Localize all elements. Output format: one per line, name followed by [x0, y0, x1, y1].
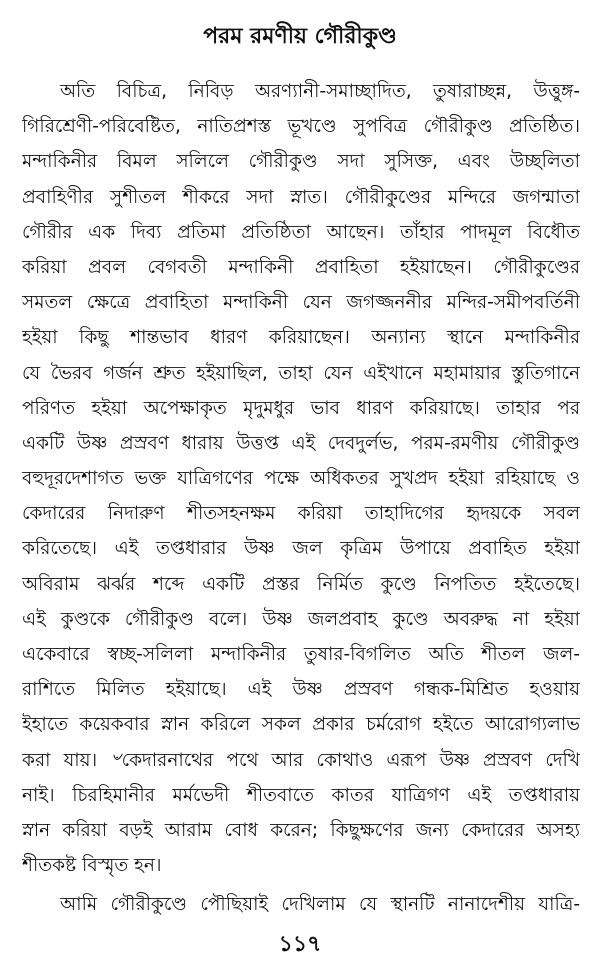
text-line: গৌরীর এক দিব্য প্রতিমা প্রতিষ্ঠিতা আছেন। তাঁহার পাদমূল বিধৌত: [22, 221, 580, 243]
paragraph-1: [22, 74, 580, 883]
text-line: রাশিতে মিলিত হইয়াছে। এই উষ্ণ প্রস্রবণ গন্ধক-মিশ্রিত হওয়ায়: [22, 679, 580, 701]
chapter-title: পরম রমণীয় গৌরীকুণ্ড: [203, 24, 397, 49]
text-line: আমি গৌরীকুণ্ডে পৌছিয়াই দেখিলাম যে স্থানটি নানাদেশীয় যাত্রি-: [60, 894, 580, 916]
text-line: নাই। চিরহিমানীর মর্মভেদী শীতবাতে কাতর যাত্রিগণ এই তপ্তধারায়: [22, 784, 580, 806]
text-line: যে ভৈরব গর্জন শ্রুত হইয়াছিল, তাহা যেন এইখানে মহামায়ার স্তুতিগানে: [22, 362, 580, 384]
text-line: অতি বিচিত্র, নিবিড় অরণ্যানী-সমাচ্ছাদিত, তুষারাচ্ছন্ন, উত্তুঙ্গ-: [60, 81, 580, 102]
paragraph-2: [22, 887, 580, 922]
text-line: একেবারে স্বচ্ছ-সলিলা মন্দাকিনীর তুষার-বিগলিত অতি শীতল জল-: [22, 644, 580, 665]
text-line: পরিণত হইয়া অপেক্ষাকৃত মৃদুমধুর ভাব ধারণ করিয়াছে। তাহার পর: [22, 397, 580, 419]
text-line: মন্দাকিনীর বিমল সলিলে গৌরীকুণ্ড সদা সুসিক্ত, এবং উচ্ছলিতা: [22, 151, 580, 173]
text-line: একটি উষ্ণ প্রস্রবণ ধারায় উত্তপ্ত এই দেবদুর্লভ, পরম-রমণীয় গৌরীকুণ্ড: [22, 432, 580, 454]
body-text: [22, 74, 580, 923]
text-line: অবিরাম ঝর্ঝর শব্দে একটি প্রস্তর নির্মিত কুণ্ডে নিপতিত হইতেছে।: [22, 573, 580, 595]
text-line: করিতেছে। এই তপ্তধারার উষ্ণ জল কৃত্রিম উপায়ে প্রবাহিত হইয়া: [22, 538, 580, 560]
page-number: ১১৭: [278, 932, 322, 957]
text-line: সমতল ক্ষেত্রে প্রবাহিতা মন্দাকিনী যেন জগজ্জননীর মন্দির-সমীপবর্তিনী: [22, 292, 580, 314]
text-line: ইহাতে কয়েকবার স্নান করিলে সকল প্রকার চর্মরোগ হইতে আরোগ্যলাভ: [22, 714, 580, 736]
text-line: করা যায়। ৺কেদারনাথের পথে আর কোথাও এরূপ উষ্ণ প্রস্রবণ দেখি: [22, 749, 580, 771]
text-line: হইয়া কিছু শান্তভাব ধারণ করিয়াছেন। অন্যান্য স্থানে মন্দাকিনীর: [22, 327, 580, 349]
text-line: বহুদূরদেশাগত ভক্ত যাত্রিগণের পক্ষে অধিকতর সুখপ্রদ হইয়া রহিয়াছে ও: [22, 468, 580, 490]
text-line: স্নান করিয়া বড়ই আরাম বোধ করেন; কিছুক্ষণের জন্য কেদারের অসহ্য: [22, 819, 580, 841]
text-line: এই কুণ্ডকে গৌরীকুণ্ড বলে। উষ্ণ জলপ্রবাহ কুণ্ডে অবরুদ্ধ না হইয়া: [22, 608, 580, 630]
text-line: প্রবাহিণীর সুশীতল শীকরে সদা স্নাত। গৌরীকুণ্ডের মন্দিরে জগন্মাতা: [22, 186, 580, 208]
text-line: করিয়া প্রবল বেগবতী মন্দাকিনী প্রবাহিতা হইয়াছেন। গৌরীকুণ্ডের: [22, 256, 580, 278]
text-line: শীতকষ্ট বিস্মৃত হন।: [22, 855, 162, 877]
text-line: গিরিশ্রেণী-পরিবেষ্টিত, নাতিপ্রশস্ত ভূখণ্ডে সুপবিত্র গৌরীকুণ্ড প্রতিষ্ঠিত।: [22, 116, 580, 138]
text-line: কেদারের নিদারুণ শীতসহনক্ষম করিয়া তাহাদিগের হৃদয়কে সবল: [22, 503, 580, 525]
